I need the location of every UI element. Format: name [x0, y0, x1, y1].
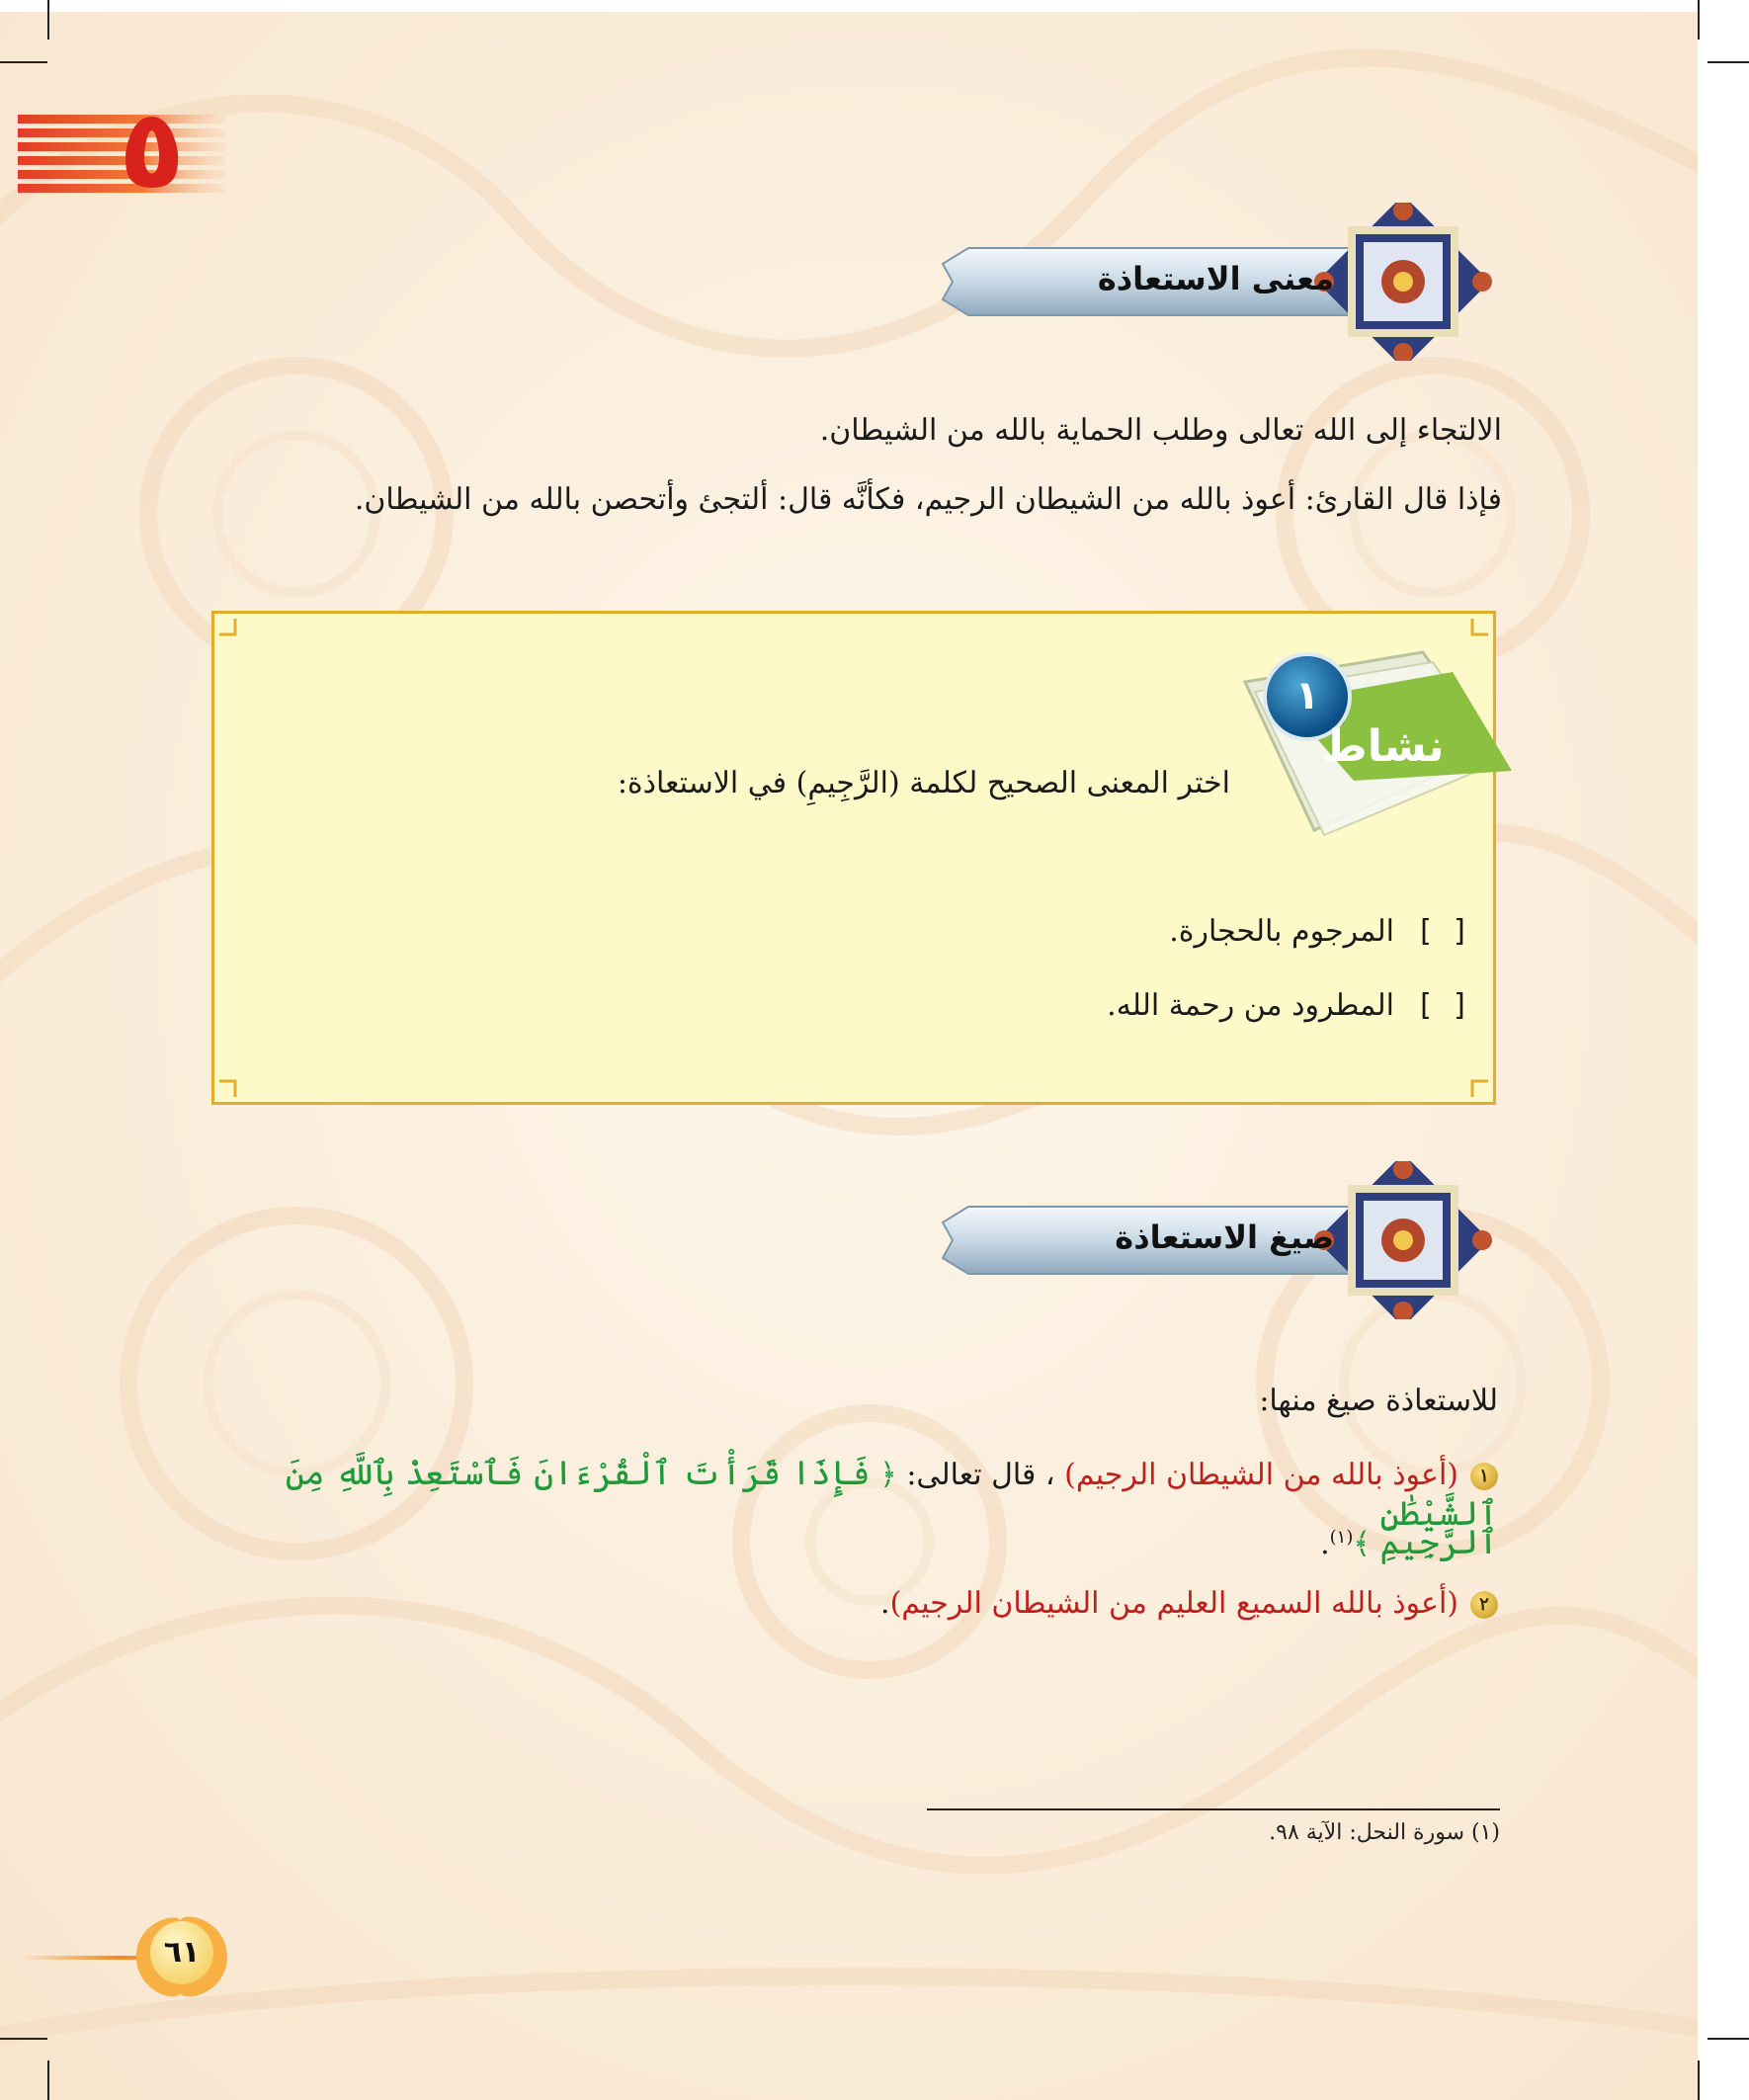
crop-mark	[1698, 2060, 1700, 2100]
footnote: (١) سورة النحل: الآية ٩٨.	[1269, 1820, 1500, 1845]
form-item-1	[217, 1453, 1498, 1534]
bullet-2-icon: ٢	[1470, 1591, 1498, 1619]
quran-verse-cont: ٱلرَّجِيمِ	[1379, 1523, 1498, 1562]
section-header-meaning	[939, 203, 1502, 351]
definition-line-2: فإذا قال القارئ: أعوذ بالله من الشيطان الرجيم، فكأنَّه قال: ألتجئ وأتحصن بالله من الشيطان.	[354, 482, 1502, 517]
crop-mark	[0, 2038, 47, 2040]
line-end: .	[880, 1586, 890, 1621]
bullet-1-icon: ١	[1470, 1463, 1498, 1490]
activity-number-badge: ١	[1263, 652, 1352, 741]
definition-line-1: الالتجاء إلى الله تعالى وطلب الحماية بالله من الشيطان.	[819, 413, 1502, 448]
verse-open: ﴿	[879, 1458, 897, 1492]
option-text: المرجوم بالحجارة.	[1169, 914, 1394, 949]
crop-mark	[47, 2060, 49, 2100]
formula-connector: ، قال تعالى:	[906, 1458, 1055, 1492]
ornament-medallion-icon	[1304, 1161, 1502, 1319]
crop-mark	[1698, 0, 1700, 40]
activity-prompt: اختر المعنى الصحيح لكلمة (الرَّجِيمِ) في الاستعاذة:	[617, 766, 1230, 800]
crop-mark	[47, 0, 49, 40]
activity-option-1[interactable]	[1169, 914, 1477, 949]
footnote-divider	[927, 1808, 1500, 1810]
activity-option-2[interactable]	[1107, 988, 1477, 1023]
page-number: ٦١	[150, 1921, 213, 1984]
footnote-ref: (١)	[1329, 1527, 1354, 1548]
form-item-2	[880, 1586, 1498, 1621]
crop-mark	[0, 61, 47, 63]
activity-label: نشاط	[1322, 721, 1445, 772]
option-text: المطرود من رحمة الله.	[1107, 988, 1394, 1023]
line-end: .	[1320, 1527, 1330, 1561]
answer-bracket[interactable]: [ ]	[1415, 988, 1470, 1023]
section-title: معنى الاستعاذة	[1097, 260, 1334, 297]
section-header-forms	[939, 1161, 1502, 1309]
forms-intro: للاستعاذة صيغ منها:	[1259, 1384, 1498, 1418]
quran-verse: فَإِذَا قَرَأْتَ ٱلْقُرْءَانَ فَٱسْتَعِذْ بِٱللَّهِ مِنَ ٱلشَّيْطَٰنِ	[285, 1454, 1498, 1534]
crop-mark	[1707, 61, 1749, 63]
page-number-ornament	[20, 1912, 277, 2001]
formula-2: (أعوذ بالله السميع العليم من الشيطان الرجيم)	[889, 1586, 1458, 1621]
answer-bracket[interactable]: [ ]	[1415, 914, 1470, 949]
form-item-1-cont	[1320, 1522, 1498, 1562]
section-title: صيغ الاستعاذة	[1115, 1218, 1334, 1256]
formula-1: (أعوذ بالله من الشيطان الرجيم)	[1064, 1458, 1458, 1492]
crop-mark	[1707, 2038, 1749, 2040]
chapter-number: ٥	[119, 86, 186, 212]
ornament-medallion-icon	[1304, 203, 1502, 361]
verse-close: ﴾	[1353, 1527, 1371, 1561]
